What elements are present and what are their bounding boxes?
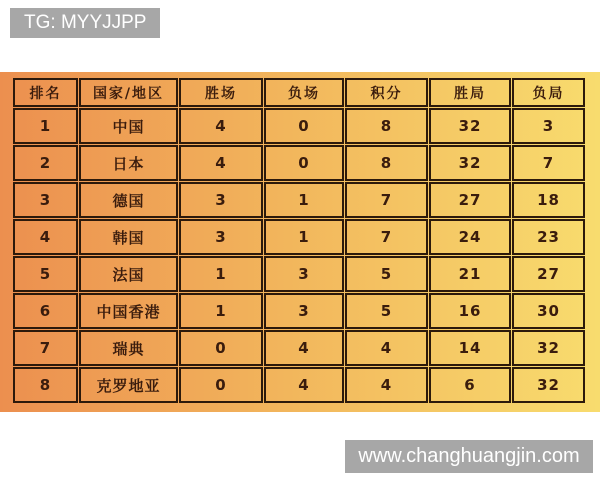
table-cell: 5 [13, 256, 78, 292]
table-cell: 5 [345, 256, 428, 292]
table-cell: 4 [264, 330, 344, 366]
header-cell: 胜场 [179, 78, 263, 107]
table-cell: 1 [179, 293, 263, 329]
table-cell: 32 [512, 367, 585, 403]
table-cell: 18 [512, 182, 585, 218]
table-cell: 中国 [79, 108, 178, 144]
table-cell: 0 [264, 145, 344, 181]
table-cell: 2 [13, 145, 78, 181]
table-cell: 3 [13, 182, 78, 218]
table-cell: 4 [179, 145, 263, 181]
table-cell: 4 [345, 330, 428, 366]
table-cell: 8 [345, 145, 428, 181]
table-cell: 4 [345, 367, 428, 403]
table-cell: 中国香港 [79, 293, 178, 329]
table-cell: 5 [345, 293, 428, 329]
table-cell: 7 [13, 330, 78, 366]
table-cell: 24 [429, 219, 511, 255]
table-row [13, 145, 585, 181]
table-body [13, 108, 585, 403]
telegram-watermark-badge: TG: MYYJJPP [10, 8, 160, 38]
table-cell: 4 [13, 219, 78, 255]
header-cell: 负局 [512, 78, 585, 107]
table-cell: 3 [179, 219, 263, 255]
table-cell: 瑞典 [79, 330, 178, 366]
table-cell: 30 [512, 293, 585, 329]
header-cell: 排名 [13, 78, 78, 107]
table-cell: 6 [13, 293, 78, 329]
table-cell: 3 [179, 182, 263, 218]
table-cell: 7 [512, 145, 585, 181]
header-cell: 胜局 [429, 78, 511, 107]
table-cell: 法国 [79, 256, 178, 292]
website-watermark-badge: www.changhuangjin.com [345, 440, 593, 473]
table-cell: 4 [179, 108, 263, 144]
header-row [13, 78, 585, 107]
gradient-background [0, 72, 600, 412]
table-cell: 3 [264, 256, 344, 292]
table-cell: 8 [13, 367, 78, 403]
table-cell: 14 [429, 330, 511, 366]
table-cell: 6 [429, 367, 511, 403]
table-row [13, 182, 585, 218]
table-cell: 0 [179, 330, 263, 366]
table-cell: 1 [13, 108, 78, 144]
table-row [13, 108, 585, 144]
table-cell: 1 [179, 256, 263, 292]
table-cell: 3 [264, 293, 344, 329]
table-cell: 0 [179, 367, 263, 403]
table-cell: 3 [512, 108, 585, 144]
table-row [13, 293, 585, 329]
table-row [13, 330, 585, 366]
table-cell: 32 [429, 145, 511, 181]
table-cell: 德国 [79, 182, 178, 218]
table-row [13, 219, 585, 255]
table-cell: 8 [345, 108, 428, 144]
table-cell: 0 [264, 108, 344, 144]
table-cell: 1 [264, 219, 344, 255]
table-row [13, 367, 585, 403]
table-cell: 27 [429, 182, 511, 218]
table-cell: 4 [264, 367, 344, 403]
table-cell: 克罗地亚 [79, 367, 178, 403]
header-cell: 负场 [264, 78, 344, 107]
standings-table [12, 77, 586, 404]
table-cell: 韩国 [79, 219, 178, 255]
table-cell: 1 [264, 182, 344, 218]
table-cell: 16 [429, 293, 511, 329]
table-cell: 27 [512, 256, 585, 292]
header-cell: 国家/地区 [79, 78, 178, 107]
table-cell: 21 [429, 256, 511, 292]
table-cell: 7 [345, 219, 428, 255]
table-cell: 7 [345, 182, 428, 218]
table-cell: 32 [429, 108, 511, 144]
table-cell: 日本 [79, 145, 178, 181]
table-cell: 23 [512, 219, 585, 255]
header-cell: 积分 [345, 78, 428, 107]
table-row [13, 256, 585, 292]
table-cell: 32 [512, 330, 585, 366]
